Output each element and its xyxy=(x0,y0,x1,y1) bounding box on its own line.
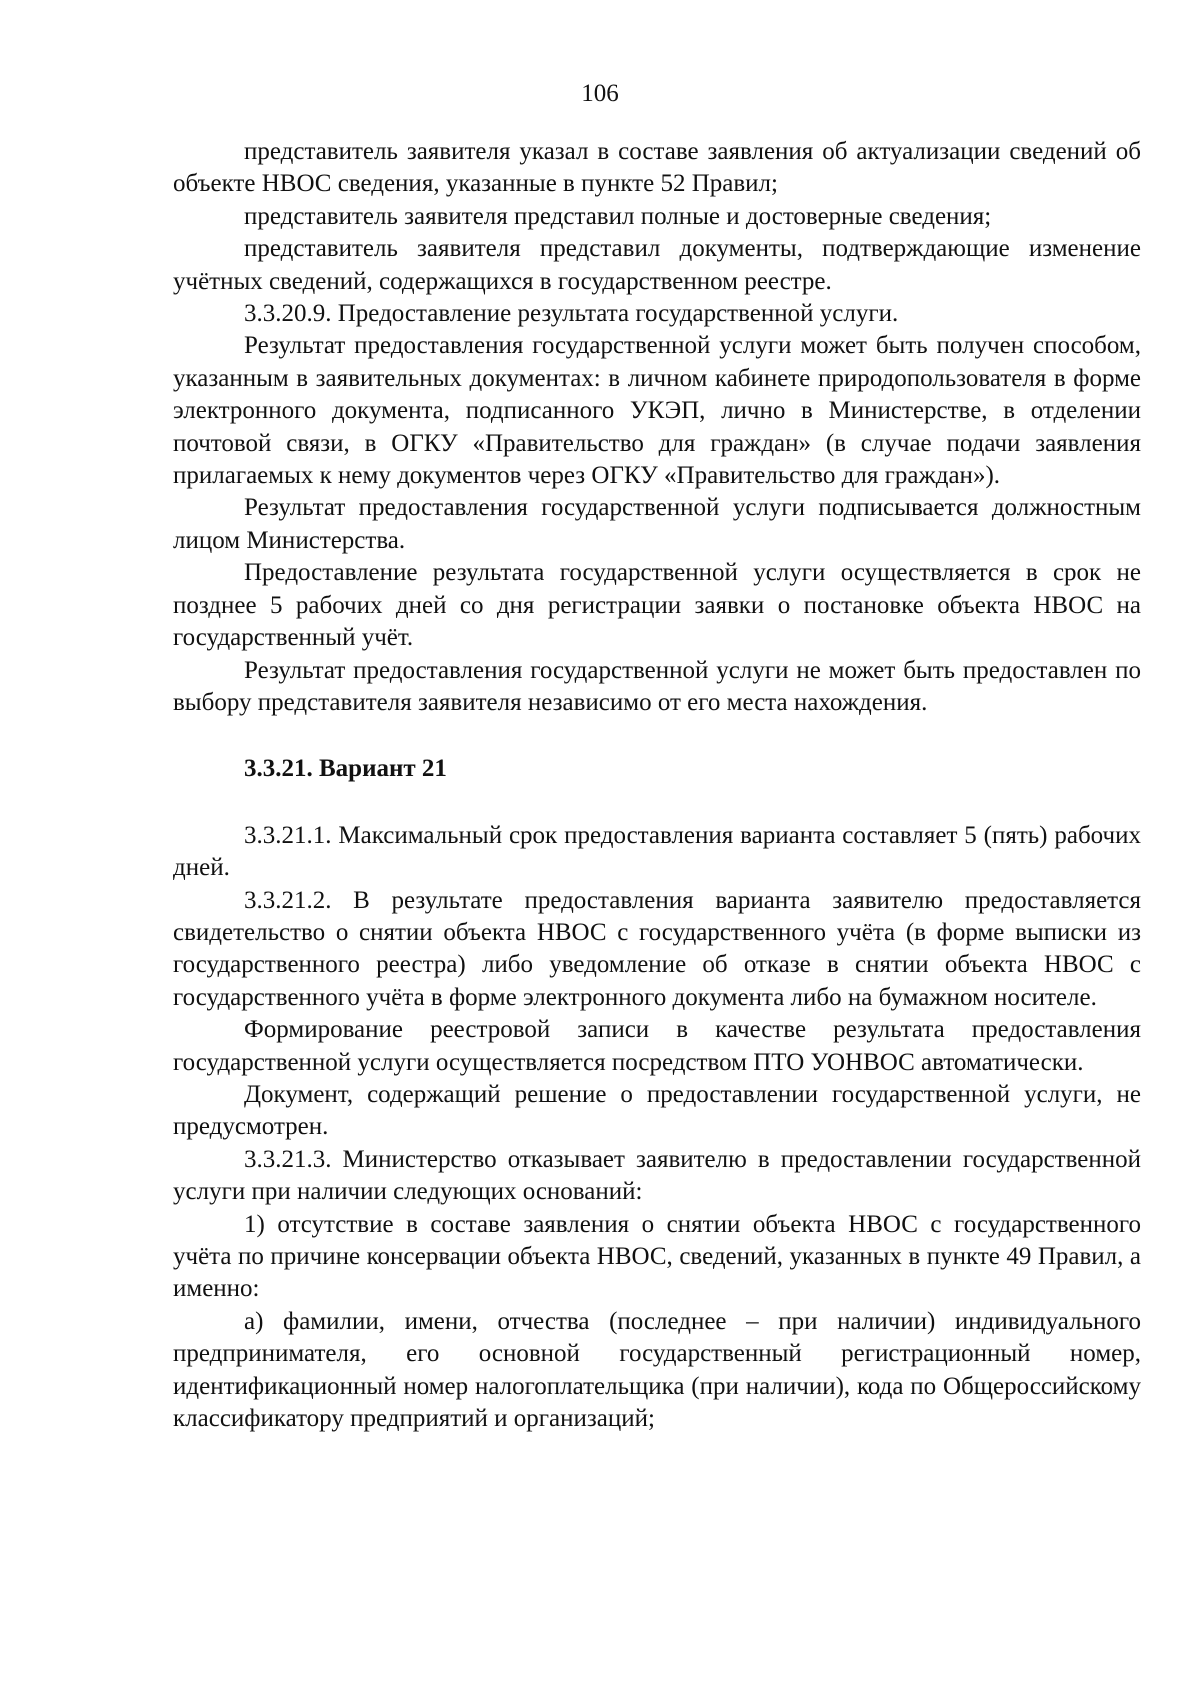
paragraph: Документ, содержащий решение о предоставлении государственной услуги, не предусмотрен. xyxy=(173,1080,1141,1141)
section-heading: 3.3.21. Вариант 21 xyxy=(244,755,447,783)
paragraph: 3.3.21.1. Максимальный срок предоставления варианта составляет 5 (пять) рабочих дней. xyxy=(173,821,1141,882)
paragraph: Результат предоставления государственной услуги не может быть предоставлен по выбору представителя заявителя независимо от его места нахождения. xyxy=(173,656,1141,716)
paragraph: 3.3.20.9. Предоставление результата государственной услуги. xyxy=(244,300,899,328)
paragraph: 1) отсутствие в составе заявления о снятии объекта НВОС с государственного учёта по причине консервации объекта НВОС, сведений, указанных в пункте 49 Правил, а именно: xyxy=(173,1210,1141,1303)
paragraph: представитель заявителя указал в составе заявления об актуализации сведений об объекте НВОС сведения, указанные в пункте 52 Правил; xyxy=(173,138,1141,198)
paragraph: представитель заявителя представил документы, подтверждающие изменение учётных сведений, содержащихся в государственном реестре. xyxy=(173,235,1141,295)
paragraph: 3.3.21.3. Министерство отказывает заявителю в предоставлении государственной услуги при наличии следующих оснований: xyxy=(173,1145,1141,1206)
paragraph: Предоставление результата государственной услуги осуществляется в срок не позднее 5 рабочих дней со дня регистрации заявки о постановке объекта НВОС на государственный учёт. xyxy=(173,559,1141,652)
paragraph: Формирование реестровой записи в качестве результата предоставления государственной услуги осуществляется посредством ПТО УОНВОС автоматически. xyxy=(173,1016,1141,1076)
paragraph: а) фамилии, имени, отчества (последнее – при наличии) индивидуального предпринимателя, его основной государственный регистрационный номер, идентификационный номер налогоплательщика (при наличии), кода по Общероссийскому классификатору предприятий и организаций; xyxy=(173,1307,1141,1433)
paragraph: Результат предоставления государственной услуги подписывается должностным лицом Министерства. xyxy=(173,494,1141,554)
page-number: 106 xyxy=(581,80,619,107)
document-body xyxy=(173,136,1141,1435)
paragraph: представитель заявителя представил полные и достоверные сведения; xyxy=(244,202,992,230)
paragraph: 3.3.21.2. В результате предоставления варианта заявителю предоставляется свидетельство о снятии объекта НВОС с государственного учёта (в форме выписки из государственного реестра) либо уведомление об отказе в снятии объекта НВОС с государственного учёта в форме электронного документа либо на бумажном носителе. xyxy=(173,886,1141,1011)
paragraph: Результат предоставления государственной услуги может быть получен способом, указанным в заявительных документах: в личном кабинете природопользователя в форме электронного документа, подписанного УКЭП, лично в Министерстве, в отделении почтовой связи, в ОГКУ «Правительство для граждан» (в случае подачи заявления прилагаемых к нему документов через ОГКУ «Правительство для граждан»). xyxy=(173,332,1141,490)
